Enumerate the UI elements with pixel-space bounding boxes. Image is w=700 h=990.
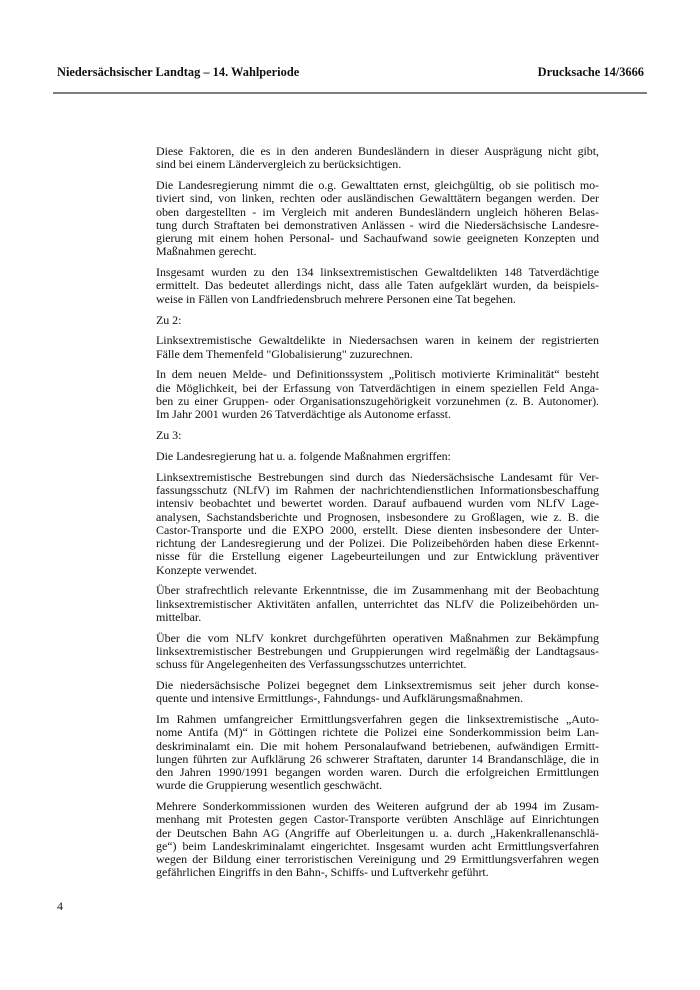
text-line: Zu 3: bbox=[156, 428, 182, 443]
paragraph bbox=[156, 713, 599, 793]
text-line: Über strafrechtlich relevante Erkenntnisse, die im Zusammenhang mit der Beobachtung bbox=[156, 583, 599, 598]
paragraph bbox=[156, 679, 599, 706]
header-left-title: Niedersächsischer Landtag – 14. Wahlperiode bbox=[57, 65, 300, 79]
text-line: analysen, Sachstandsberichte und Prognosen, insbesondere zu Großlagen, wie z. B. die bbox=[156, 509, 599, 524]
text-line: Linksextremistische Gewaltdelikte in Niedersachsen waren in keinem der registrierten bbox=[156, 333, 599, 348]
text-line: tiviert sind, von linken, rechten oder ausländischen Gewalttätern begangen werden. Der bbox=[156, 191, 599, 206]
text-line: lungen führten zur Aufklärung 26 schwerer Straftaten, darunter 14 Brandanschläge, die in bbox=[156, 751, 599, 766]
text-line: gierung mit einem hohen Personal- und Sachaufwand sowie geeigneten Konzepten und bbox=[156, 231, 599, 246]
text-line: Mehrere Sonderkommissionen wurden des Weiteren aufgrund der ab 1994 im Zusam- bbox=[156, 799, 599, 814]
header-rule bbox=[53, 92, 647, 94]
text-line: nisse für die Erstellung eigener Lagebeurteilungen und zur Entwicklung präventiver bbox=[156, 549, 599, 564]
text-line: In dem neuen Melde- und Definitionssystem „Politisch motivierte Kriminalität“ besteht bbox=[156, 367, 599, 382]
text-line: sind bei einem Ländervergleich zu berücksichtigen. bbox=[156, 157, 402, 172]
paragraph bbox=[156, 145, 599, 172]
text-line: Linksextremistische Bestrebungen sind durch das Niedersächsische Landesamt für Ver- bbox=[156, 469, 599, 484]
text-line: quente und intensive Ermittlungs-, Fahndungs- und Aufklärungsmaßnahmen. bbox=[156, 691, 524, 706]
text-line: Die niedersächsische Polizei begegnet dem Linksextremismus seit jeher durch konse- bbox=[156, 678, 599, 693]
text-line: intensiv beobachtet und bewertet worden. Darauf aufbauend wurden vom NLfV Lage- bbox=[156, 496, 599, 511]
text-line: Zu 2: bbox=[156, 312, 182, 327]
text-line: Fälle dem Themenfeld "Globalisierung" zuzurechnen. bbox=[156, 346, 413, 361]
text-line: wegen der Bildung einer terroristischen Vereinigung und 29 Ermittlungsverfahren wegen bbox=[156, 852, 599, 867]
text-line: Diese Faktoren, die es in den anderen Bundesländern in dieser Ausprägung nicht gibt, bbox=[156, 144, 599, 158]
text-line: die Möglichkeit, bei der Erfassung von Tatverdächtigen in einem speziellen Feld Anga- bbox=[156, 380, 599, 395]
text-line: fassungsschutz (NLfV) im Rahmen der nachrichtendienstlichen Informationsbeschaffung bbox=[156, 483, 599, 497]
paragraph bbox=[156, 368, 599, 421]
text-line: der Deutschen Bahn AG (Angriffe auf Oberleitungen u. a. durch „Hakenkrallenanschlä- bbox=[156, 825, 599, 840]
text-line: linksextremistischer Aktivitäten anfallen, unterrichtet das NLfV die Polizeibehörden un- bbox=[156, 596, 599, 611]
text-line: gefährlichen Eingriffs in den Bahn-, Schiffs- und Luftverkehr geführt. bbox=[156, 865, 489, 880]
text-line: tung durch Straftaten bei demonstrativen Anlässen - wird die Niedersächsische Landesre- bbox=[156, 217, 599, 232]
text-line: Castor-Transporte und die EXPO 2000, erstellt. Diese dienten insbesondere der Unter- bbox=[156, 522, 599, 537]
document-body bbox=[156, 145, 599, 887]
paragraph bbox=[156, 266, 599, 306]
text-line: ben zu einer Gruppen- oder Organisationszugehörigkeit vorzunehmen (z. B. Autonomer). bbox=[156, 393, 599, 408]
text-line: Insgesamt wurden zu den 134 linksextremistischen Gewaltdelikten 148 Tatverdächtige bbox=[156, 265, 599, 280]
text-line: nome Antifa (M)“ in Göttingen richtete die Polizei eine Sonderkommission beim Lan- bbox=[156, 725, 599, 740]
text-line: menhang mit Protesten gegen Castor-Transporte verübten Anschläge auf Einrichtungen bbox=[156, 812, 599, 827]
text-line: Maßnahmen gerecht. bbox=[156, 244, 257, 259]
text-line: ge“) beim Landeskriminalamt eingerichtet. Insgesamt wurden acht Ermittlungsverfahren bbox=[156, 838, 599, 853]
paragraph bbox=[156, 450, 599, 463]
text-line: weise in Fällen von Landfriedensbruch mehrere Personen eine Tat begehen. bbox=[156, 291, 516, 306]
text-line: linksextremistischer Bestrebungen und Gruppierungen wird regelmäßig der Landtagsaus- bbox=[156, 643, 599, 658]
text-line: Die Landesregierung nimmt die o.g. Gewalttaten ernst, gleichgültig, ob sie politisch mo- bbox=[156, 178, 599, 193]
text-line: richtung der Landesregierung und der Polizei. Die Polizeibehörden haben diese Erkennt- bbox=[156, 536, 599, 550]
text-line: ermittelt. Das bedeutet allerdings nicht, dass alle Taten aufgeklärt wurden, da beispiels- bbox=[156, 278, 599, 293]
paragraph bbox=[156, 584, 599, 624]
paragraph bbox=[156, 314, 599, 327]
text-line: Im Rahmen umfangreicher Ermittlungsverfahren gegen die linksextremistische „Auto- bbox=[156, 712, 599, 727]
paragraph bbox=[156, 334, 599, 361]
text-line: oben dargestellten - im Vergleich mit anderen Bundesländern ungleich höheren Belas- bbox=[156, 204, 599, 219]
text-line: schuss für Angelegenheiten des Verfassungsschutzes unterrichtet. bbox=[156, 657, 467, 672]
paragraph bbox=[156, 471, 599, 577]
paragraph bbox=[156, 179, 599, 259]
header-right-docnumber: Drucksache 14/3666 bbox=[537, 65, 644, 79]
text-line: Die Landesregierung hat u. a. folgende Maßnahmen ergriffen: bbox=[156, 448, 451, 463]
text-line: Im Jahr 2001 wurden 26 Tatverdächtige als Autonome erfasst. bbox=[156, 407, 451, 422]
text-line: mittelbar. bbox=[156, 609, 202, 624]
text-line: Über die vom NLfV konkret durchgeführten operativen Maßnahmen zur Bekämpfung bbox=[156, 630, 599, 645]
paragraph bbox=[156, 800, 599, 880]
paragraph bbox=[156, 429, 599, 442]
text-line: deskriminalamt ein. Die mit hohem Personalaufwand betriebenen, aufwändigen Ermitt- bbox=[156, 738, 599, 753]
text-line: Konzepte verwendet. bbox=[156, 562, 258, 577]
paragraph bbox=[156, 632, 599, 672]
text-line: den Jahren 1990/1991 begangen worden waren. Durch die erfolgreichen Ermittlungen bbox=[156, 765, 599, 780]
text-line: wurde die Gruppierung wesentlich geschwächt. bbox=[156, 778, 383, 793]
page-number: 4 bbox=[57, 899, 63, 913]
